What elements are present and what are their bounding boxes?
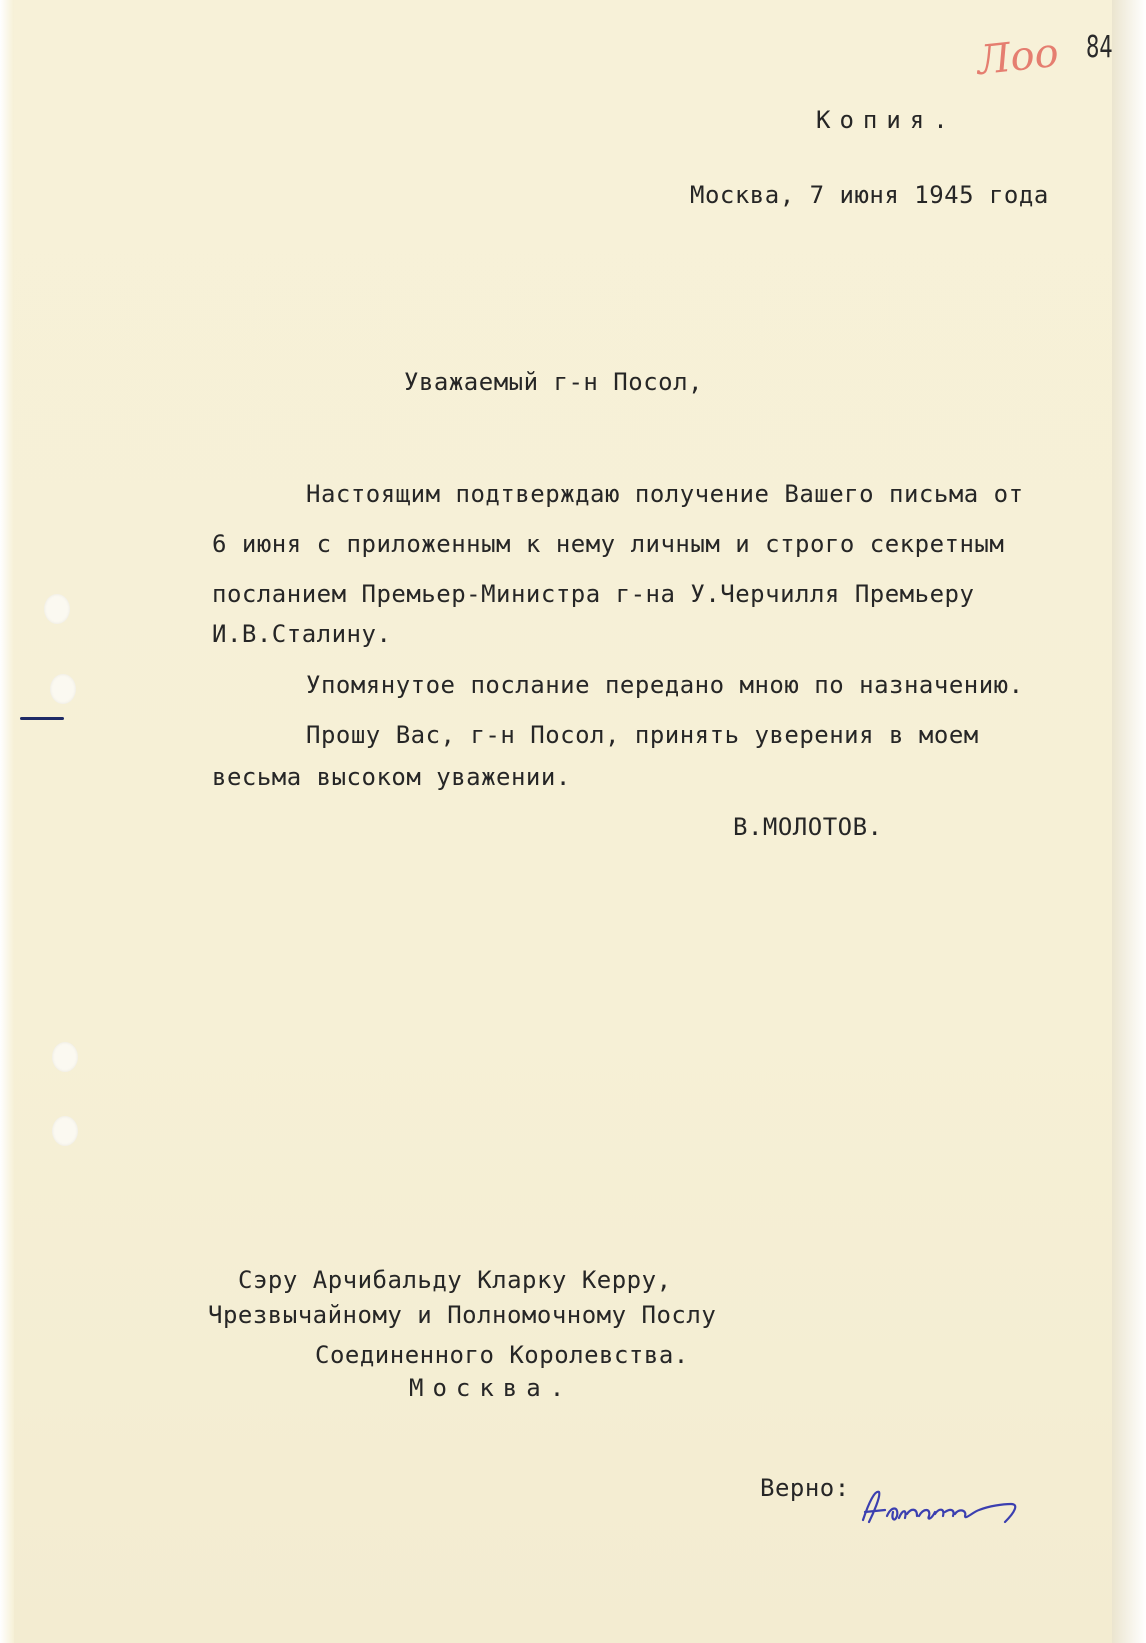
punch-hole	[50, 674, 76, 704]
punch-hole	[52, 1042, 78, 1072]
copy-label: Копия.	[816, 106, 957, 134]
sender-signature: В.МОЛОТОВ.	[733, 813, 883, 841]
addressee-name: Сэру Арчибальду Кларку Керру,	[238, 1266, 672, 1294]
place-date: Москва, 7 июня 1945 года	[690, 181, 1049, 209]
punch-hole	[52, 1116, 78, 1146]
addressee-country: Соединенного Королевства.	[315, 1341, 689, 1369]
body-line: Прошу Вас, г-н Посол, принять уверения в моем	[306, 721, 979, 749]
paper-left-edge	[0, 0, 14, 1643]
margin-pen-mark	[20, 717, 64, 720]
body-line: посланием Премьер-Министра г-на У.Черчилля Премьеру	[212, 580, 975, 608]
body-line: 6 июня с приложенным к нему личным и строго секретным	[212, 530, 1005, 558]
addressee-city: Москва.	[409, 1374, 574, 1402]
salutation: Уважаемый г-н Посол,	[404, 368, 703, 396]
certification-label: Верно:	[760, 1474, 850, 1502]
handwritten-signature	[855, 1482, 1035, 1532]
paper-right-edge	[1112, 0, 1146, 1643]
page-number: 84	[1086, 30, 1113, 65]
archive-red-mark: Лоо	[974, 29, 1061, 85]
addressee-title: Чрезвычайному и Полномочному Послу	[208, 1301, 717, 1329]
body-line: весьма высоком уважении.	[212, 763, 571, 791]
body-line: Настоящим подтверждаю получение Вашего письма от	[306, 480, 1024, 508]
punch-hole	[44, 594, 70, 624]
body-line: И.В.Сталину.	[212, 620, 392, 648]
body-line: Упомянутое послание передано мною по назначению.	[306, 671, 1024, 699]
